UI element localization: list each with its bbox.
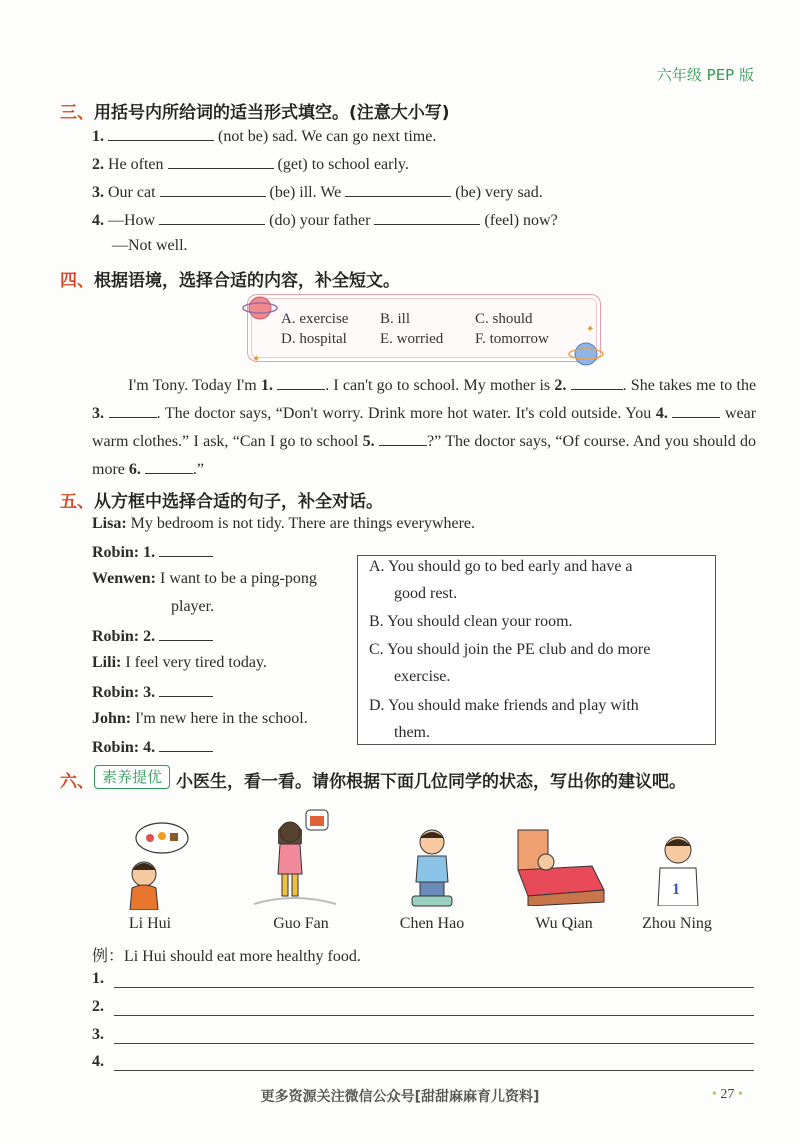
dialog-text: My bedroom is not tidy. There are things everywhere.: [130, 515, 476, 532]
option-b: B. ill: [380, 311, 411, 327]
writing-line[interactable]: [114, 1043, 754, 1044]
speaker: Robin: [92, 544, 134, 561]
dialog-text: I want to be a ping-pong: [160, 570, 317, 587]
blank-number: 5.: [362, 433, 375, 450]
section3-title-text: 用括号内所给词的适当形式填空。(注意大小写): [94, 103, 450, 123]
sentence-option-d-cont: them.: [394, 724, 430, 741]
answer-blank[interactable]: [108, 126, 214, 141]
blank-number: 1.: [143, 544, 156, 561]
star-icon: ✦: [252, 354, 261, 365]
example-text: Li Hui should eat more healthy food.: [124, 948, 361, 965]
answer-blank[interactable]: [374, 210, 480, 225]
dialog-line: Lili: I feel very tired today.: [92, 654, 267, 671]
line-number: 1.: [92, 970, 104, 987]
person-name: Chen Hao: [399, 915, 465, 932]
dot-icon: •: [712, 1087, 717, 1102]
person-name: Guo Fan: [273, 915, 329, 932]
dot-icon: •: [737, 1087, 743, 1102]
page-number-text: 27: [720, 1087, 735, 1102]
item-text: Our cat: [108, 184, 156, 201]
li-hui-illustration: [120, 818, 190, 910]
passage: [92, 372, 756, 484]
sentence-option-c: C. You should join the PE club and do more: [369, 641, 651, 658]
zhou-ning-illustration: [650, 834, 706, 906]
item-number: 1.: [92, 128, 104, 145]
writing-line[interactable]: [114, 1070, 754, 1071]
example-line: [92, 943, 361, 966]
section3-title: [60, 98, 450, 123]
answer-blank[interactable]: [672, 403, 720, 418]
dialog-text: I feel very tired today.: [125, 654, 267, 671]
svg-text:1: 1: [672, 881, 680, 898]
passage-text: . The doctor says, “Don't worry. Drink more hot water. It's cold outside. You: [156, 405, 652, 422]
speaker: Wenwen: [92, 570, 151, 587]
passage-text: I'm Tony. Today I'm: [128, 377, 257, 394]
s3-item-1: [92, 126, 436, 146]
option-e: E. worried: [380, 331, 444, 347]
wu-qian-illustration: [512, 826, 608, 906]
passage-text: . I can't go to school. My mother is: [325, 377, 551, 394]
chen-hao-illustration: [402, 826, 462, 908]
dialog-line: Lisa: My bedroom is not tidy. There are things everywhere.: [92, 515, 476, 532]
planet-icon: [569, 343, 603, 365]
s3-item-2: [92, 154, 409, 174]
speaker: Robin: [92, 739, 134, 756]
item-text: He often: [108, 156, 164, 173]
answer-blank[interactable]: [159, 626, 213, 641]
blank-number: 3.: [92, 405, 104, 422]
blank-number: 2.: [143, 628, 156, 645]
person-name: Zhou Ning: [642, 915, 712, 932]
answer-blank[interactable]: [571, 375, 623, 390]
item-number: 3.: [92, 184, 104, 201]
writing-line[interactable]: [114, 1015, 754, 1016]
word-bank-decor: [236, 284, 616, 374]
passage-text: ?” The doctor says, “Of course. And you should do more: [92, 433, 757, 478]
blank-number: 4.: [143, 739, 156, 756]
s3-item-4: [92, 210, 558, 230]
option-a: A. exercise: [281, 311, 349, 327]
answer-blank[interactable]: [160, 182, 266, 197]
item-text: (feel) now?: [484, 212, 558, 229]
section3-number: 三、: [60, 103, 94, 123]
answer-blank[interactable]: [159, 542, 213, 557]
star-icon: ✦: [586, 324, 595, 335]
sentence-option-a-cont: good rest.: [394, 585, 458, 602]
line-number: 2.: [92, 998, 104, 1015]
item-text: (not be) sad. We can go next time.: [218, 128, 437, 145]
section4-title-text: 根据语境，选择合适的内容，补全短文。: [94, 271, 400, 291]
dialog-line: Robin: 2.: [92, 626, 213, 646]
quality-badge: 素养提优: [94, 765, 170, 789]
sentence-option-d: D. You should make friends and play with: [369, 697, 639, 714]
person-name: Wu Qian: [535, 915, 593, 932]
passage-text: . She takes me to the: [622, 377, 757, 394]
item-text: (be) very sad.: [455, 184, 543, 201]
dialog-line: Wenwen: I want to be a ping-pong: [92, 570, 317, 587]
answer-blank[interactable]: [159, 682, 213, 697]
item-text: (be) ill. We: [269, 184, 342, 201]
speaker: Robin: [92, 628, 134, 645]
answer-blank[interactable]: [168, 154, 274, 169]
option-d: D. hospital: [281, 331, 347, 347]
answer-blank[interactable]: [159, 737, 213, 752]
sentence-option-c-cont: exercise.: [394, 668, 451, 685]
answer-blank[interactable]: [379, 431, 427, 446]
speaker: Lili: [92, 654, 117, 671]
item-text: (get) to school early.: [277, 156, 409, 173]
dialog-continuation: player.: [171, 598, 215, 615]
sentence-option-a: A. You should go to bed early and have a: [369, 558, 633, 575]
answer-blank[interactable]: [345, 182, 451, 197]
speaker: John: [92, 710, 126, 727]
section6-number: 六、: [60, 772, 94, 792]
page-number: [712, 1087, 743, 1103]
section6-title: 小医生，看一看。请你根据下面几位同学的状态，写出你的建议吧。: [176, 772, 686, 792]
s3-item-3: [92, 182, 543, 202]
dialog-line: Robin: 4.: [92, 737, 213, 757]
section4-number: 四、: [60, 271, 94, 291]
passage-text: .”: [192, 461, 204, 478]
sentence-option-b: B. You should clean your room.: [369, 613, 573, 630]
planet-icon: [243, 297, 277, 319]
dialog-text: I'm new here in the school.: [135, 710, 308, 727]
dialog-line: John: I'm new here in the school.: [92, 710, 308, 727]
person-name: Li Hui: [128, 915, 172, 932]
answer-blank[interactable]: [109, 403, 157, 418]
answer-blank[interactable]: [145, 459, 193, 474]
writing-line[interactable]: [114, 987, 754, 988]
section5-title-text: 从方框中选择合适的句子，补全对话。: [94, 492, 383, 512]
example-label: 例：: [92, 946, 125, 965]
dialog-line: Robin: 3.: [92, 682, 213, 702]
section5-title: [60, 487, 383, 512]
blank-number: 2.: [554, 377, 567, 394]
blank-number: 6.: [128, 461, 141, 478]
answer-blank[interactable]: [277, 375, 325, 390]
answer-blank[interactable]: [159, 210, 265, 225]
footer-text: 更多资源关注微信公众号[甜甜麻麻育儿资料]: [260, 1089, 540, 1105]
grade-label: 六年级 PEP 版: [656, 66, 754, 84]
guo-fan-illustration: [250, 808, 340, 908]
item-number: 2.: [92, 156, 104, 173]
speaker: Lisa: [92, 515, 122, 532]
item-number: 4.: [92, 212, 104, 229]
line-number: 3.: [92, 1026, 104, 1043]
line-number: 4.: [92, 1053, 104, 1070]
option-f: F. tomorrow: [475, 331, 549, 347]
passage-text: wear warm clothes.” I ask, “Can I go to school: [92, 405, 757, 450]
item-text: (do) your father: [269, 212, 371, 229]
speaker: Robin: [92, 684, 134, 701]
blank-number: 4.: [655, 405, 668, 422]
item-text: —How: [108, 212, 156, 229]
blank-number: 3.: [143, 684, 156, 701]
s3-extra-line: —Not well.: [112, 237, 188, 254]
dialog-line: Robin: 1.: [92, 542, 213, 562]
blank-number: 1.: [260, 377, 273, 394]
option-c: C. should: [475, 311, 533, 327]
section5-number: 五、: [60, 492, 94, 512]
